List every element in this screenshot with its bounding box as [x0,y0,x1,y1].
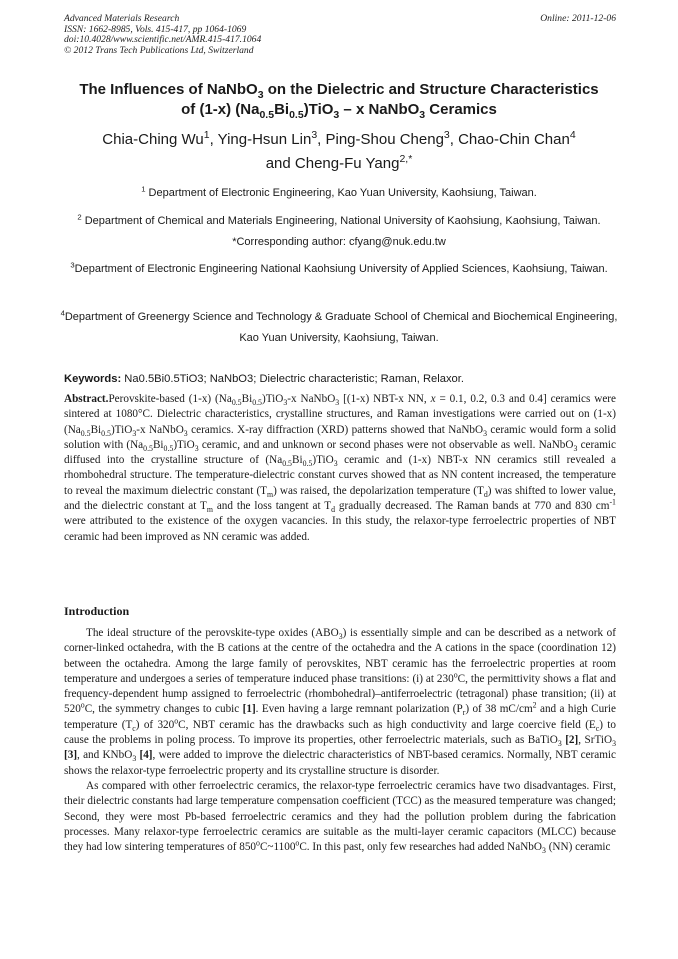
intro-paragraph-2: As compared with other ferroelectric ceramics, the relaxor-type ferroelectric ceramics have two disadvantages. First, their dielectric constants had large temperature compensation coefficient (TCC) as the measured temperature was changed; Second, they were most Pb-based ferroelectric ceramics and they had the pollution problem during the fabrication processes. Many relaxor-type ferroelectric ceramics are suitable as the multi-layer ceramic capacitors (MLCC) because they had low sintering temperatures of 850$^o$C~1100$^o$C. In this past, only few researches had added NaNbO$_3$ (NN) ceramic [64,779,616,856]
abstract-label: Abstract. [64,393,109,405]
affiliation-3: $^3$Department of Electronic Engineering National Kaohsiung University of Applied Sciences, Kaohsiung, Taiwan. [70,260,608,275]
paper-title: The Influences of NaNbO$_3$ on the Dielectric and Structure Characteristics of (1-x) $(Na_{0.5}Bi_{0.5})TiO_3$ – x NaNbO$_3$ Ceramics [79,81,599,121]
journal-name: Advanced Materials Research [64,13,180,24]
intro-paragraph-1: The ideal structure of the perovskite-type oxides $(ABO_3)$ is essentially simple and can be described as a network of corner-linked octahedra, with the B cations at the centre of the octahedra and the A cations in the space (coordination 12) between the octahedra. Among the large family of perovskites, NBT ceramic has the ferroelectric properties at room temperature and undergoes a series of temperature induced phase transitions: (i) at 230$^o$C, the permittivity shows a flat and frequency-dependent hump assigned to ferroelectric (rhombohedral)–antiferroelectric (tetragonal) phase transition; (ii) at 520$^o$C, the symmetry changes to cubic [1]. Even having a large remnant polarization $(P_r)$ of 38 $mC/cm^2$ and a high Curie temperature $(T_c)$ of 320$^o$C, NBT ceramic has the drawbacks such as high conductivity and large coercive field $(E_c)$ to cause the problems in poling process. To improve its properties, other ferroelectric materials, such as BaTiO$_3$ [2], SrTiO$_3$ [3], and KNbO$_3$ [4], were added to improve the dielectric characteristics of NBT-based ceramics. Normally, NBT ceramic shows the relaxor-type ferroelectric property and its crystalline structure is disorder. [64,627,617,777]
issn: ISSN: 1662-8985, Vols. 415-417, pp 1064-1069 [64,23,247,35]
abstract: Abstract.Perovskite-based (1-x) $(Na_{0.5}Bi_{0.5})TiO_3-x$ NaNbO$_3$ [(1-x) NBT-x NN, x = 0.1, 0.2, 0.3 and 0.4] ceramics were sintered at 1080°C. Dielectric characteristics, crystalline structures, and Raman investigations were carried out on (1-x) $(Na_{0.5}Bi_{0.5})TiO_3-x$ NaNbO$_3$ ceramics. X-ray diffraction (XRD) patterns showed that NaNbO$_3$ ceramic would form a solid solution with $(Na_{0.5}Bi_{0.5})TiO_3$ ceramic, and and unknown or second phases were not observable as well. NaNbO$_3$ ceramic diffused into the crystalline structure of $(Na_{0.5}Bi_{0.5})TiO_3$ ceramic and (1-x) NBT-x NN ceramics still revealed a rhombohedral structure. The temperature-dielectric constant curves showed that as NN content increased, the temperature to reveal the maximum dielectric constant $(T_m)$ was raised, the depolarization temperature $(T_d)$ was shifted to lower value, and the dielectric constant at $T_m$ and the loss tangent at $T_d$ gradually decreased. The Raman bands at 770 and 830 $cm^{-1}$ were attributed to the existence of the oxygen vacancies. In this study, the relaxor-type ferroelectric properties of NBT ceramic had been improved as NN ceramic was added. [64,393,617,543]
author-list: Chia-Ching Wu$^1$, Ying-Hsun Lin$^3$, Ping-Shou Cheng$^3$, Chao-Chin Chan$^4$ and Cheng-Fu Yang$^{2,*}$ [102,129,576,172]
doi: doi:10.4028/www.scientific.net/AMR.415-417.1064 [64,34,262,46]
journal-header [64,14,616,56]
keywords: Keywords: Na0.5Bi0.5TiO3; NaNbO3; Dielectric characteristic; Raman, Relaxor. [64,373,464,385]
affiliation-1: $^1$ Department of Electronic Engineering, Kao Yuan University, Kaohsiung, Taiwan. [141,184,537,199]
section-heading-introduction: Introduction [64,604,130,618]
copyright: © 2012 Trans Tech Publications Ltd, Switzerland [64,44,254,56]
introduction-body [64,626,616,855]
affiliation-4: $^4$Department of Greenergy Science and Technology & Graduate School of Chemical and Biochemical Engineering, Kao Yuan University, Kaohsiung, Taiwan. [60,308,618,344]
online-date: Online: 2011-12-06 [540,13,616,24]
affiliation-2: $^2$ Department of Chemical and Materials Engineering, National University of Kaohsiung, Kaohsiung, Taiwan. *Corresponding author: cfyang@nuk.edu.tw [77,212,601,248]
